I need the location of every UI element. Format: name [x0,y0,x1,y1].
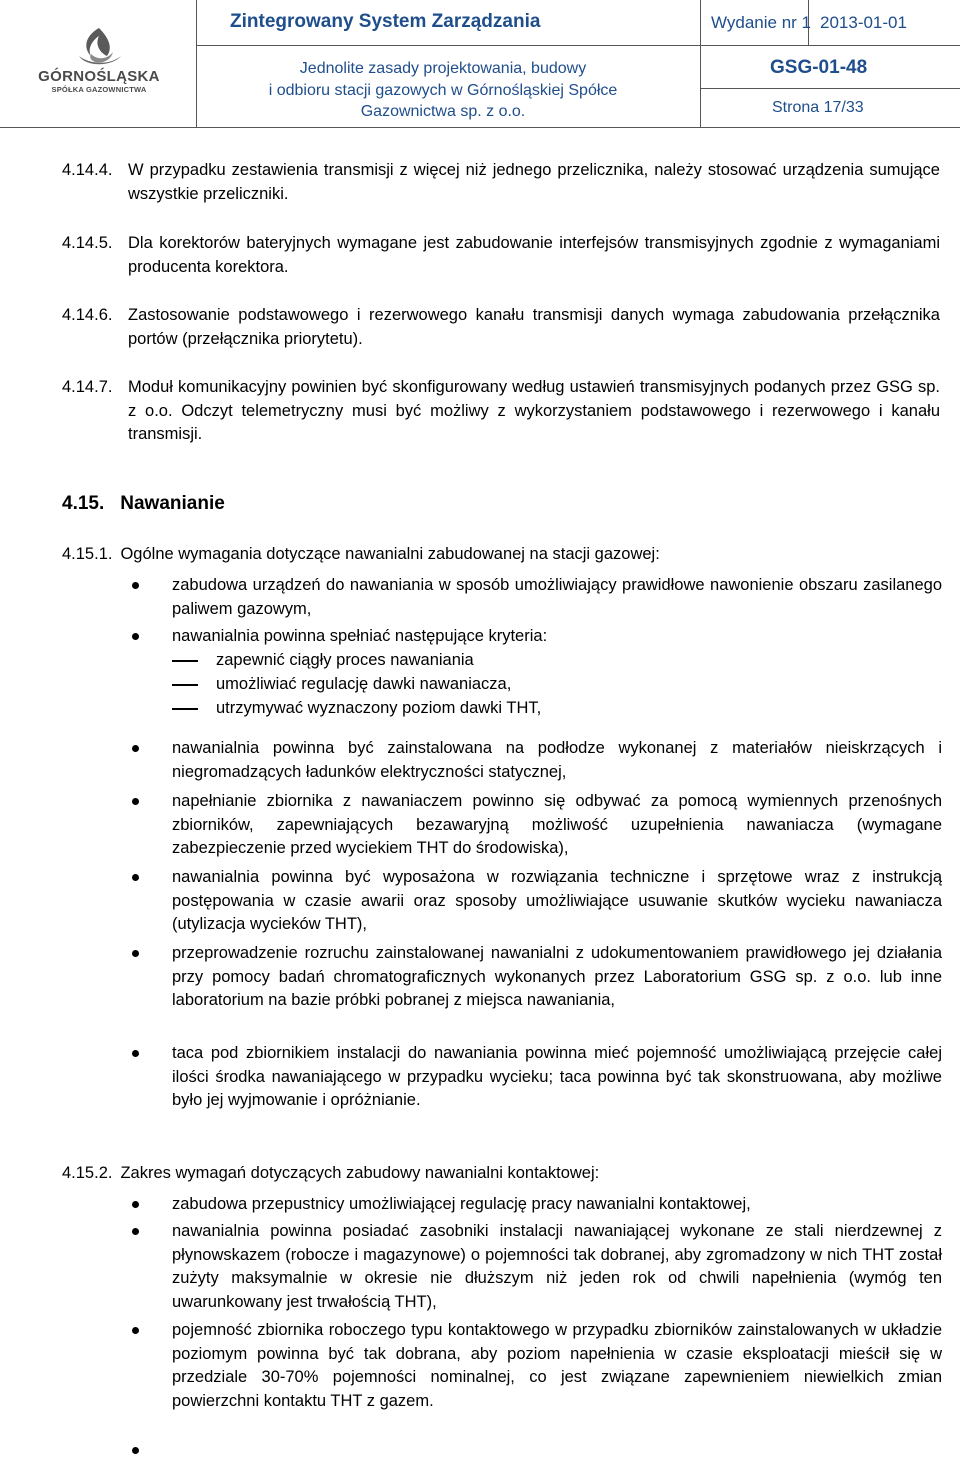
bullet-dot [132,798,139,805]
edition-date: 2013-01-01 [820,13,907,32]
dash-marker [172,660,198,662]
logo-name: GÓRNOŚLĄSKA [38,68,160,85]
bullet-dot [132,633,139,640]
logo-subname: SPÓŁKA GAZOWNICTWA [51,85,147,94]
bullet-dot [132,950,139,957]
subtitle-line: Gazownictwa sp. z o.o. [360,103,526,120]
subsection-title: Ogólne wymagania dotyczące nawanialni zabudowanej na stacji gazowej: [120,545,660,563]
header-divider [700,88,960,89]
criteria-item: umożliwiać regulację dawki nawaniacza, [216,675,512,693]
document-code: GSG-01-48 [770,57,868,78]
dash-marker [172,684,198,686]
header-divider [196,45,960,46]
system-title: Zintegrowany System Zarządzania [230,11,541,32]
bullet-dot [132,582,139,589]
list-item: nawanialnia powinna spełniać następujące kryteria: [172,627,548,645]
list-item: zabudowa urządzeń do nawaniania w sposób umożliwiający prawidłowe nawonienie obszaru zasilanego paliwem gazowym, [172,576,942,618]
document-subtitle [218,58,668,123]
section-text: Dla korektorów bateryjnych wymagane jest zabudowanie interfejsów transmisyjnych zgodnie z wymaganiami producenta korektora. [128,234,940,276]
page-number: Strona 17/33 [772,99,864,116]
company-logo [28,26,170,112]
subtitle-line: Jednolite zasady projektowania, budowy [299,60,587,77]
criteria-item: utrzymywać wyznaczony poziom dawki THT, [216,699,542,717]
list-item: przeprowadzenie rozruchu zainstalowanej nawanialni z udokumentowaniem prawidłowego jej działania przy pomocy badań chromatograficznych wykonanych przez Laboratorium GSG sp. z o.o. lub inne laboratorium na bazie próbki pobranej z miejsca nawaniania, [172,944,942,1009]
criteria-item: zapewnić ciągły proces nawaniania [216,651,474,669]
header-divider [700,0,701,45]
flame-logo-icon [69,26,129,66]
bullet-dot [132,1447,139,1454]
list-item: taca pod zbiornikiem instalacji do nawaniania powinna mieć pojemność umożliwiającą przejęcie całej ilości środka nawaniającego w przypadku wycieku; taca powinna być tak skonstruowana, aby możliwe było jej wyjmowanie i opróżnianie. [172,1044,942,1109]
document-header [0,0,960,128]
section-number: 4.14.4. [62,161,113,179]
section-text: Zastosowanie podstawowego i rezerwowego kanału transmisji danych wymaga zabudowania przełącznika portów (przełącznika priorytetu). [128,306,940,348]
section-number: 4.14.7. [62,378,113,396]
section-text: Moduł komunikacyjny powinien być skonfigurowany według ustawień transmisyjnych podanych przez GSG sp. z o.o. Odczyt telemetryczny musi być możliwy z wykorzystaniem podstawowego i rezerwowego i kanału transmisji. [128,378,940,443]
bullet-dot [132,745,139,752]
subsection-number: 4.15.2. [62,1164,113,1182]
heading-number: 4.15. [62,493,105,514]
bullet-dot [132,1327,139,1334]
subsection-number: 4.15.1. [62,545,113,563]
bullet-dot [132,1228,139,1235]
section-number: 4.14.6. [62,306,113,324]
header-divider [700,45,701,128]
list-item: nawanialnia powinna być zainstalowana na podłodze wykonanej z materiałów nieiskrzących i niegromadzących ładunków elektryczności statycznej, [172,739,942,781]
section-text: W przypadku zestawienia transmisji z więcej niż jednego przelicznika, należy stosować urządzenia sumujące wszystkie przeliczniki. [128,161,940,203]
bullet-dot [132,874,139,881]
header-divider [0,127,960,128]
list-item: zabudowa przepustnicy umożliwiającej regulację pracy nawanialni kontaktowej, [172,1195,751,1213]
section-number: 4.14.5. [62,234,113,252]
header-divider [196,0,197,128]
section-heading [62,493,225,515]
heading-title: Nawanianie [120,493,225,514]
list-item: nawanialnia powinna posiadać zasobniki instalacji nawaniającej wykonane ze stali nierdzewnej z płynowskazem (robocze i magazynowe) o pojemności tak dobranej, aby zgromadzony w nich THT został zużyty maksymalnie w okresie nie dłuższym niż jeden rok od chwili napełnienia (wymóg ten uwarunkowany jest trwałością THT), [172,1222,942,1311]
bullet-dot [132,1201,139,1208]
dash-marker [172,708,198,710]
list-item: napełnianie zbiornika z nawaniaczem powinno się odbywać za pomocą wymiennych przenośnych zbiorników, zapewniających bezawaryjną możliwość uzupełnienia nawaniacza (wymagane zabezpieczenie przed wyciekiem THT do środowiska), [172,792,942,857]
edition-label: Wydanie nr 1 [711,13,812,32]
subsection-lead [62,1162,599,1186]
subsection-title: Zakres wymagań dotyczących zabudowy nawanialni kontaktowej: [120,1164,600,1182]
subtitle-line: i odbioru stacji gazowych w Górnośląskiej Spółce [268,81,618,99]
subsection-lead [62,543,660,567]
bullet-dot [132,1050,139,1057]
list-item: pojemność zbiornika roboczego typu kontaktowego w przypadku zbiorników zainstalowanych w układzie poziomym powinna być tak dobrana, aby poziom napełnienia w czasie eksploatacji mieścił się w przedziale 30-70% pojemności nominalnej, co jest związane zapewnieniem niewielkich zmian powierzchni kontaktu THT z gazem. [172,1321,942,1410]
list-item: nawanialnia powinna być wyposażona w rozwiązania techniczne i sprzętowe wraz z instrukcją postępowania w czasie awarii oraz sposoby umożliwiające usuwanie skutków wycieku nawaniacza (utylizacja wycieków THT), [172,868,942,933]
